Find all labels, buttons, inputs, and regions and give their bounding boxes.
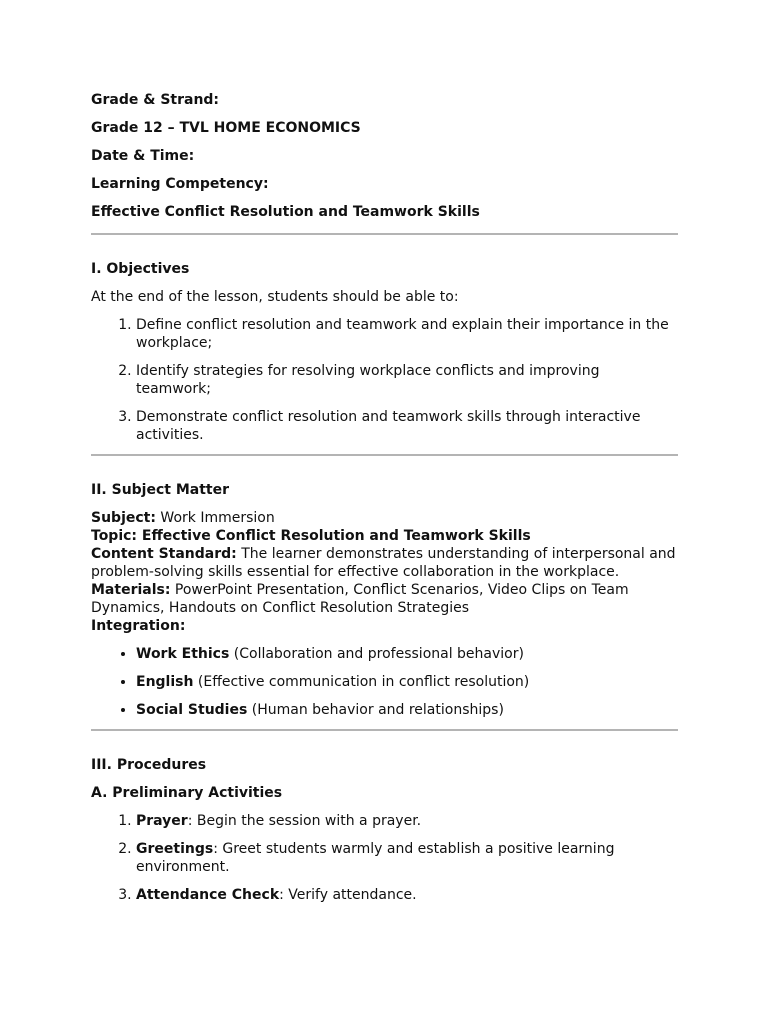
integration-term: English	[136, 674, 194, 690]
integration-desc: (Human behavior and relationships)	[247, 702, 504, 718]
objectives-intro: At the end of the lesson, students should be able to:	[91, 289, 459, 305]
topic-line: Topic: Effective Conflict Resolution and Teamwork Skills	[91, 528, 531, 544]
materials-line	[91, 581, 678, 617]
integration-desc: (Effective communication in conflict resolution)	[193, 674, 530, 690]
materials-label: Materials:	[91, 582, 171, 598]
grade-strand-value: Grade 12 – TVL HOME ECONOMICS	[91, 120, 361, 136]
integration-term: Work Ethics	[136, 646, 230, 662]
procedure-desc: : Greet students warmly and establish a positive learning environment.	[136, 841, 615, 875]
procedure-term: Attendance Check	[136, 887, 280, 903]
grade-strand-label: Grade & Strand:	[91, 92, 220, 108]
lesson-plan-body	[91, 91, 678, 914]
content-standard-value: The learner demonstrates understanding of interpersonal and problem-solving skills essential for effective collaboration in the workplace.	[91, 546, 676, 580]
procedure-item	[136, 886, 678, 904]
procedure-desc: : Begin the session with a prayer.	[187, 813, 422, 829]
integration-item	[136, 645, 678, 663]
procedure-item	[136, 840, 678, 876]
content-standard-label: Content Standard:	[91, 546, 237, 562]
objectives-heading: I. Objectives	[91, 261, 190, 277]
subject-matter-heading: II. Subject Matter	[91, 482, 230, 498]
objective-item: 3. Demonstrate conflict resolution and teamwork skills through interactive activities.	[136, 408, 678, 444]
date-time-label: Date & Time:	[91, 148, 195, 164]
procedure-term: Prayer	[136, 813, 188, 829]
preliminary-activities-heading: A. Preliminary Activities	[91, 785, 283, 801]
integration-item	[136, 701, 678, 719]
procedure-term: Greetings	[136, 841, 214, 857]
learning-competency-value: Effective Conflict Resolution and Teamwork Skills	[91, 204, 480, 220]
integration-desc: (Collaboration and professional behavior)	[229, 646, 524, 662]
preliminary-activities-list	[91, 812, 678, 904]
subject-line	[91, 509, 678, 527]
procedures-heading: III. Procedures	[91, 757, 207, 773]
subject-label: Subject:	[91, 510, 156, 526]
integration-item	[136, 673, 678, 691]
materials-value: PowerPoint Presentation, Conflict Scenarios, Video Clips on Team Dynamics, Handouts on Conflict Resolution Strategies	[91, 582, 629, 616]
integration-term: Social Studies	[136, 702, 248, 718]
procedure-item	[136, 812, 678, 830]
content-standard-line	[91, 545, 678, 581]
integration-label: Integration:	[91, 618, 186, 634]
integration-list	[91, 645, 678, 719]
objectives-list	[91, 316, 678, 444]
subject-value: Work Immersion	[155, 510, 275, 526]
procedure-desc: : Verify attendance.	[279, 887, 417, 903]
objective-item: 1. Define conflict resolution and teamwork and explain their importance in the workplace;	[136, 316, 678, 352]
objective-item: 2. Identify strategies for resolving workplace conflicts and improving teamwork;	[136, 362, 678, 398]
learning-competency-label: Learning Competency:	[91, 176, 269, 192]
